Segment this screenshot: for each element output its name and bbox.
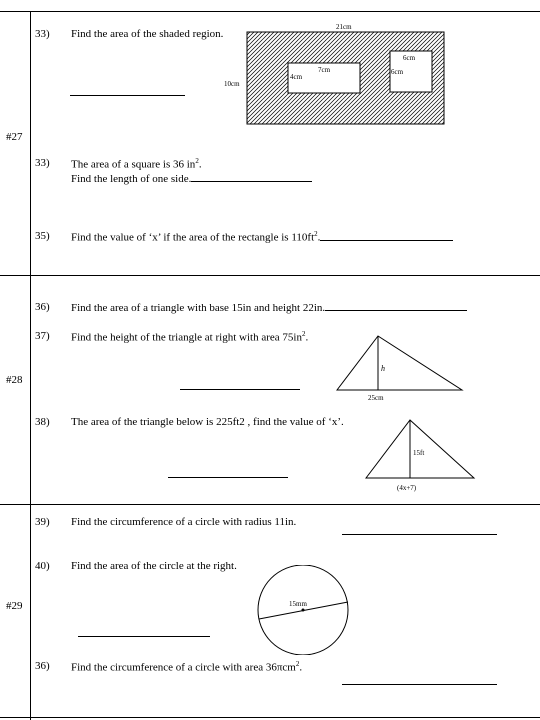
label-inner2-width: 6cm	[403, 54, 416, 62]
label-base: (4x+7)	[397, 484, 417, 492]
answer-blank[interactable]	[320, 231, 453, 241]
center-point	[302, 609, 305, 612]
question-number: 36)	[35, 660, 50, 672]
section-label-29: #29	[6, 600, 23, 612]
question-number: 33)	[35, 28, 50, 40]
answer-blank[interactable]	[180, 389, 300, 390]
label-radius: 15mm	[289, 600, 307, 608]
question-text: The area of the triangle below is 225ft2 , find the value of ‘x’.	[71, 416, 344, 428]
answer-blank[interactable]	[325, 301, 467, 311]
shaded-rectangle-figure	[220, 18, 450, 130]
label-outer-height: 10cm	[224, 80, 240, 88]
section-divider-28-29	[0, 504, 540, 505]
label-base: 25cm	[368, 394, 384, 402]
section-label-28: #28	[6, 374, 23, 386]
label-height: h	[381, 364, 385, 373]
top-border	[0, 11, 540, 12]
question-text: Find the area of the shaded region.	[71, 28, 224, 40]
question-number: 38)	[35, 416, 50, 428]
triangle-figure-1	[332, 330, 468, 405]
question-number: 35)	[35, 230, 50, 242]
question-text: Find the value of ‘x’ if the area of the rectangle is $110ft^2$.	[71, 230, 453, 244]
question-text: Find the area of a triangle with base 15in and height 22in.	[71, 301, 467, 314]
label-column-border	[30, 11, 31, 720]
label-height: 15ft	[413, 449, 425, 457]
circle-figure	[254, 565, 354, 655]
question-number: 33)	[35, 157, 50, 169]
question-text: Find the area of the circle at the right.	[71, 560, 237, 572]
answer-blank[interactable]	[342, 684, 497, 685]
question-number: 37)	[35, 330, 50, 342]
label-inner2-height: 6cm	[391, 68, 404, 76]
bottom-border	[0, 717, 540, 718]
question-text: Find the height of the triangle at right with area $75in^2$.	[71, 330, 309, 344]
section-divider-27-28	[0, 275, 540, 276]
label-inner1-height: 4cm	[290, 73, 303, 81]
label-outer-width: 21cm	[336, 23, 352, 31]
question-text: The area of a square is 36 $in^2$.	[71, 157, 202, 171]
question-text: Find the circumference of a circle with radius 11in.	[71, 516, 297, 528]
answer-blank[interactable]	[342, 534, 497, 535]
section-label-27: #27	[6, 131, 23, 143]
answer-blank[interactable]	[191, 172, 312, 182]
answer-blank[interactable]	[168, 477, 288, 478]
question-text: Find the circumference of a circle with area 36πcm$^2$.	[71, 660, 303, 674]
answer-blank[interactable]	[70, 95, 185, 96]
question-number: 39)	[35, 516, 50, 528]
answer-blank[interactable]	[78, 636, 210, 637]
triangle	[337, 336, 462, 390]
label-inner1-width: 7cm	[318, 66, 331, 74]
question-number: 40)	[35, 560, 50, 572]
question-text-line2: Find the length of one side.	[71, 172, 312, 185]
triangle-figure-2	[362, 416, 478, 496]
question-number: 36)	[35, 301, 50, 313]
